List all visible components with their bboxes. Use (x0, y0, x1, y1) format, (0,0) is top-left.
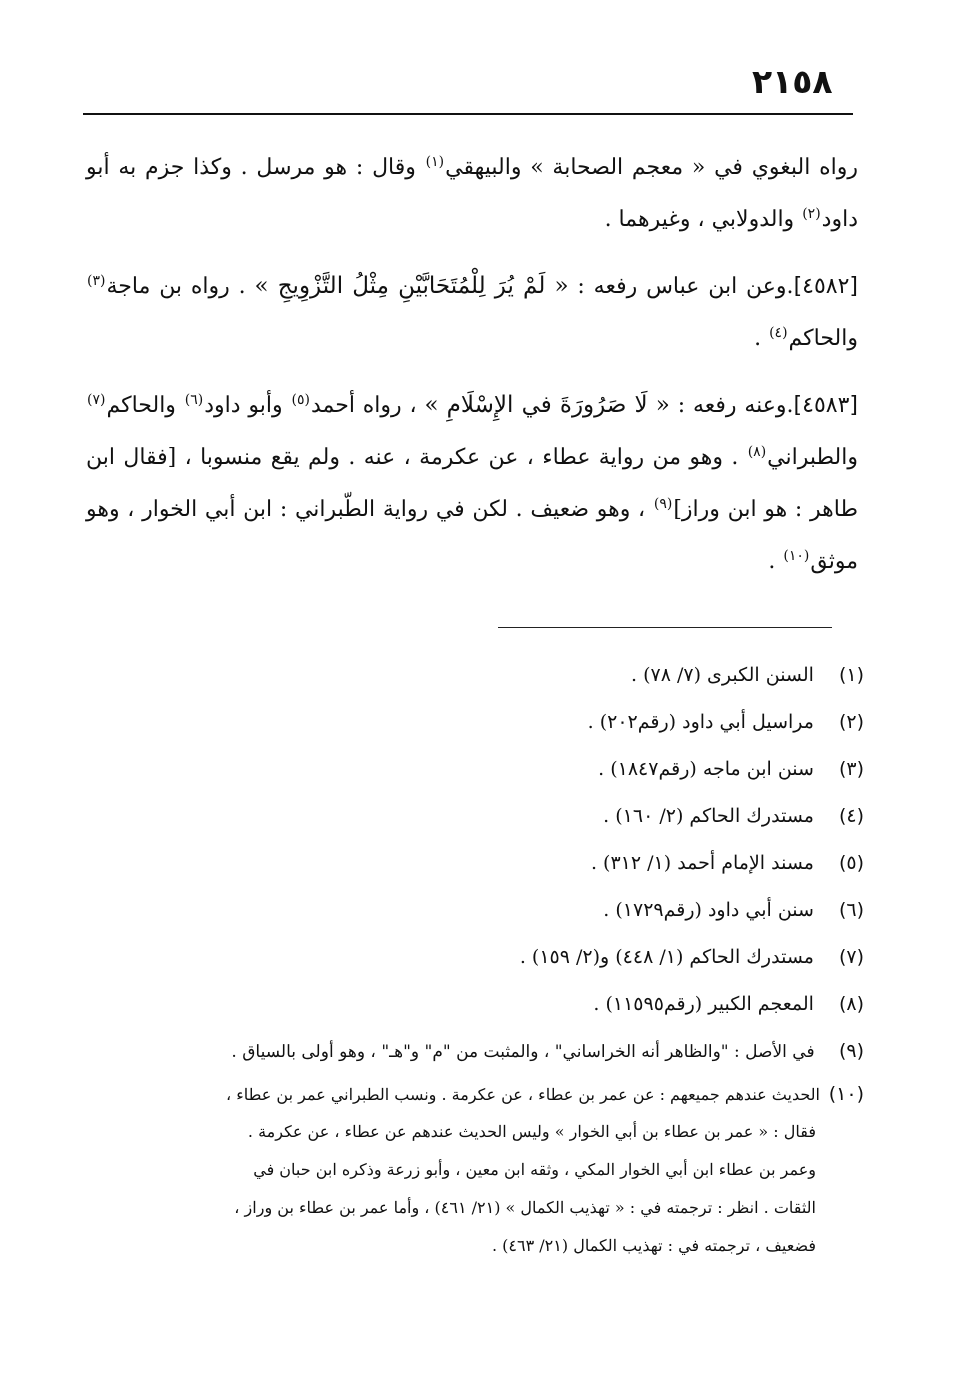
hadith-text-4583: « لَا صَرُورَةَ في الإِسْلَامِ » (424, 392, 670, 418)
hadith-text-4582: « لَمْ يُرَ لِلْمُتَحَابَّيْنِ مِثْلُ التَّزْوِيجِ » (254, 273, 569, 299)
footnote-ref-10[interactable]: (١٠) (783, 547, 810, 564)
footnote-text: سنن ابن ماجه (رقم١٨٤٧) . (598, 758, 814, 780)
p2-text-4: . (754, 326, 769, 351)
footnote-ref-8[interactable]: (٨) (747, 443, 767, 460)
p3-text-3: وأبو داود (204, 393, 291, 418)
footnote-7 (96, 934, 864, 981)
p2-text-2: . رواه بن ماجة (106, 274, 255, 299)
footnote-10-line-3: وعمر بن عطاء ابن أبي الخوار المكي ، وثقه ابن معين ، وأبو زرعة وذكره ابن حبان في (253, 1160, 816, 1179)
p3-text-5: والطبراني (767, 445, 858, 470)
footnote-text: مراسيل أبي داود (رقم٢٠٢) . (587, 711, 814, 733)
footnote-number: (١) (838, 664, 864, 686)
footnote-number: (٨) (838, 993, 864, 1015)
footnote-10-line-2: فقال : « عمر بن عطاء بن أبي الخوار » وليس الحديث عندهم عن عطاء ، عن عكرمة . (247, 1122, 816, 1141)
p3-text-1: .وعنه رفعه : (669, 393, 794, 418)
paragraph-1 (86, 142, 858, 246)
page-number: ٢١٥٨ (752, 62, 833, 101)
footnote-text: سنن أبي داود (رقم١٧٢٩) . (603, 899, 814, 921)
footnote-ref-5[interactable]: (٥) (291, 391, 310, 408)
footnote-10-line-5: فضعيف ، ترجمته في : تهذيب الكمال (٢١/ ٤٦٣) . (491, 1236, 816, 1255)
p2-text-1: .وعن ابن عباس رفعه : (568, 274, 794, 299)
footnote-1 (96, 652, 864, 699)
footnote-text: السنن الكبرى (٧/ ٧٨) . (631, 664, 814, 686)
footnote-10-line-1 (96, 1075, 864, 1113)
paragraph-4582 (86, 260, 858, 365)
p3-text-2: ، رواه أحمد (310, 393, 425, 418)
footnote-4 (96, 793, 864, 840)
p2-text-3: والحاكم (788, 326, 858, 351)
footnote-text: مستدرك الحاكم (٢/ ١٦٠) . (603, 805, 814, 827)
footnote-number: (٢) (838, 711, 864, 733)
footnote-5 (96, 840, 864, 887)
footnote-separator (498, 627, 832, 628)
footnote-number: (٦) (838, 899, 864, 921)
p3-text-6: . وهو من رواية عطاء ، عن عكرمة ، عنه . ولم يقع منسوبا ، [فقال ابن طاهر : هو ابن وراز] (86, 445, 858, 522)
p3-text-4: والحاكم (106, 393, 184, 418)
main-text (86, 142, 858, 602)
footnote-number: (٧) (838, 946, 864, 968)
footnote-text: مسند الإمام أحمد (١/ ٣١٢) . (590, 852, 814, 874)
footnote-10-line-4: الثقات . انظر : ترجمته في : « تهذيب الكمال » (٢١/ ٤٦١) ، وأما عمر بن عطاء بن وراز ، (234, 1198, 816, 1217)
footnotes (96, 652, 864, 1265)
footnote-ref-9[interactable]: (٩) (653, 495, 673, 512)
footnote-number: (٣) (838, 758, 864, 780)
footnote-ref-7[interactable]: (٧) (87, 391, 106, 408)
paragraph-4583 (86, 379, 858, 588)
p1-text-1: رواه البغوي في « معجم الصحابة » والبيهقي (445, 155, 859, 180)
hadith-number-4582: [٤٥٨٢] (793, 274, 859, 299)
footnote-text: الحديث عندهم جميعهم : عن عمر بن عطاء ، عن عكرمة . ونسب الطبراني عمر بن عطاء ، (225, 1085, 820, 1104)
footnote-number: (٥) (838, 852, 864, 874)
footnote-number: (٤) (838, 805, 864, 827)
header-rule (83, 113, 853, 115)
footnote-number: (١٠) (828, 1083, 864, 1105)
p3-text-7: ، وهو ضعيف . لكن في رواية الطّبراني : ابن أبي الخوار ، وهو موثق (86, 497, 858, 574)
p1-text-3: والدولابي ، وغيرهما . (604, 207, 802, 232)
footnote-ref-1[interactable]: (١) (425, 153, 445, 170)
hadith-number-4583: [٤٥٨٣] (793, 393, 858, 418)
footnote-3 (96, 746, 864, 793)
footnote-ref-3[interactable]: (٣) (87, 272, 106, 289)
footnote-text: مستدرك الحاكم (١/ ٤٤٨) و(٢/ ١٥٩) . (519, 946, 814, 968)
footnote-2 (96, 699, 864, 746)
footnote-10 (96, 1075, 864, 1265)
footnote-ref-4[interactable]: (٤) (769, 324, 788, 341)
p3-text-8: . (768, 549, 783, 574)
footnote-number: (٩) (838, 1040, 864, 1062)
p1-text-2: وقال : هو مرسل . وكذا جزم به أبو داود (86, 155, 858, 232)
footnote-ref-6[interactable]: (٦) (184, 391, 204, 408)
footnote-6 (96, 887, 864, 934)
footnote-text: المعجم الكبير (رقم١١٥٩٥) . (593, 993, 814, 1015)
footnote-ref-2[interactable]: (٢) (802, 205, 821, 222)
footnote-text: في الأصل : "والظاهر أنه الخراساني" ، والمثبت من "م" و"هـ" ، وهو أولى بالسياق . (231, 1042, 815, 1062)
footnote-9 (96, 1028, 864, 1075)
footnote-8 (96, 981, 864, 1028)
